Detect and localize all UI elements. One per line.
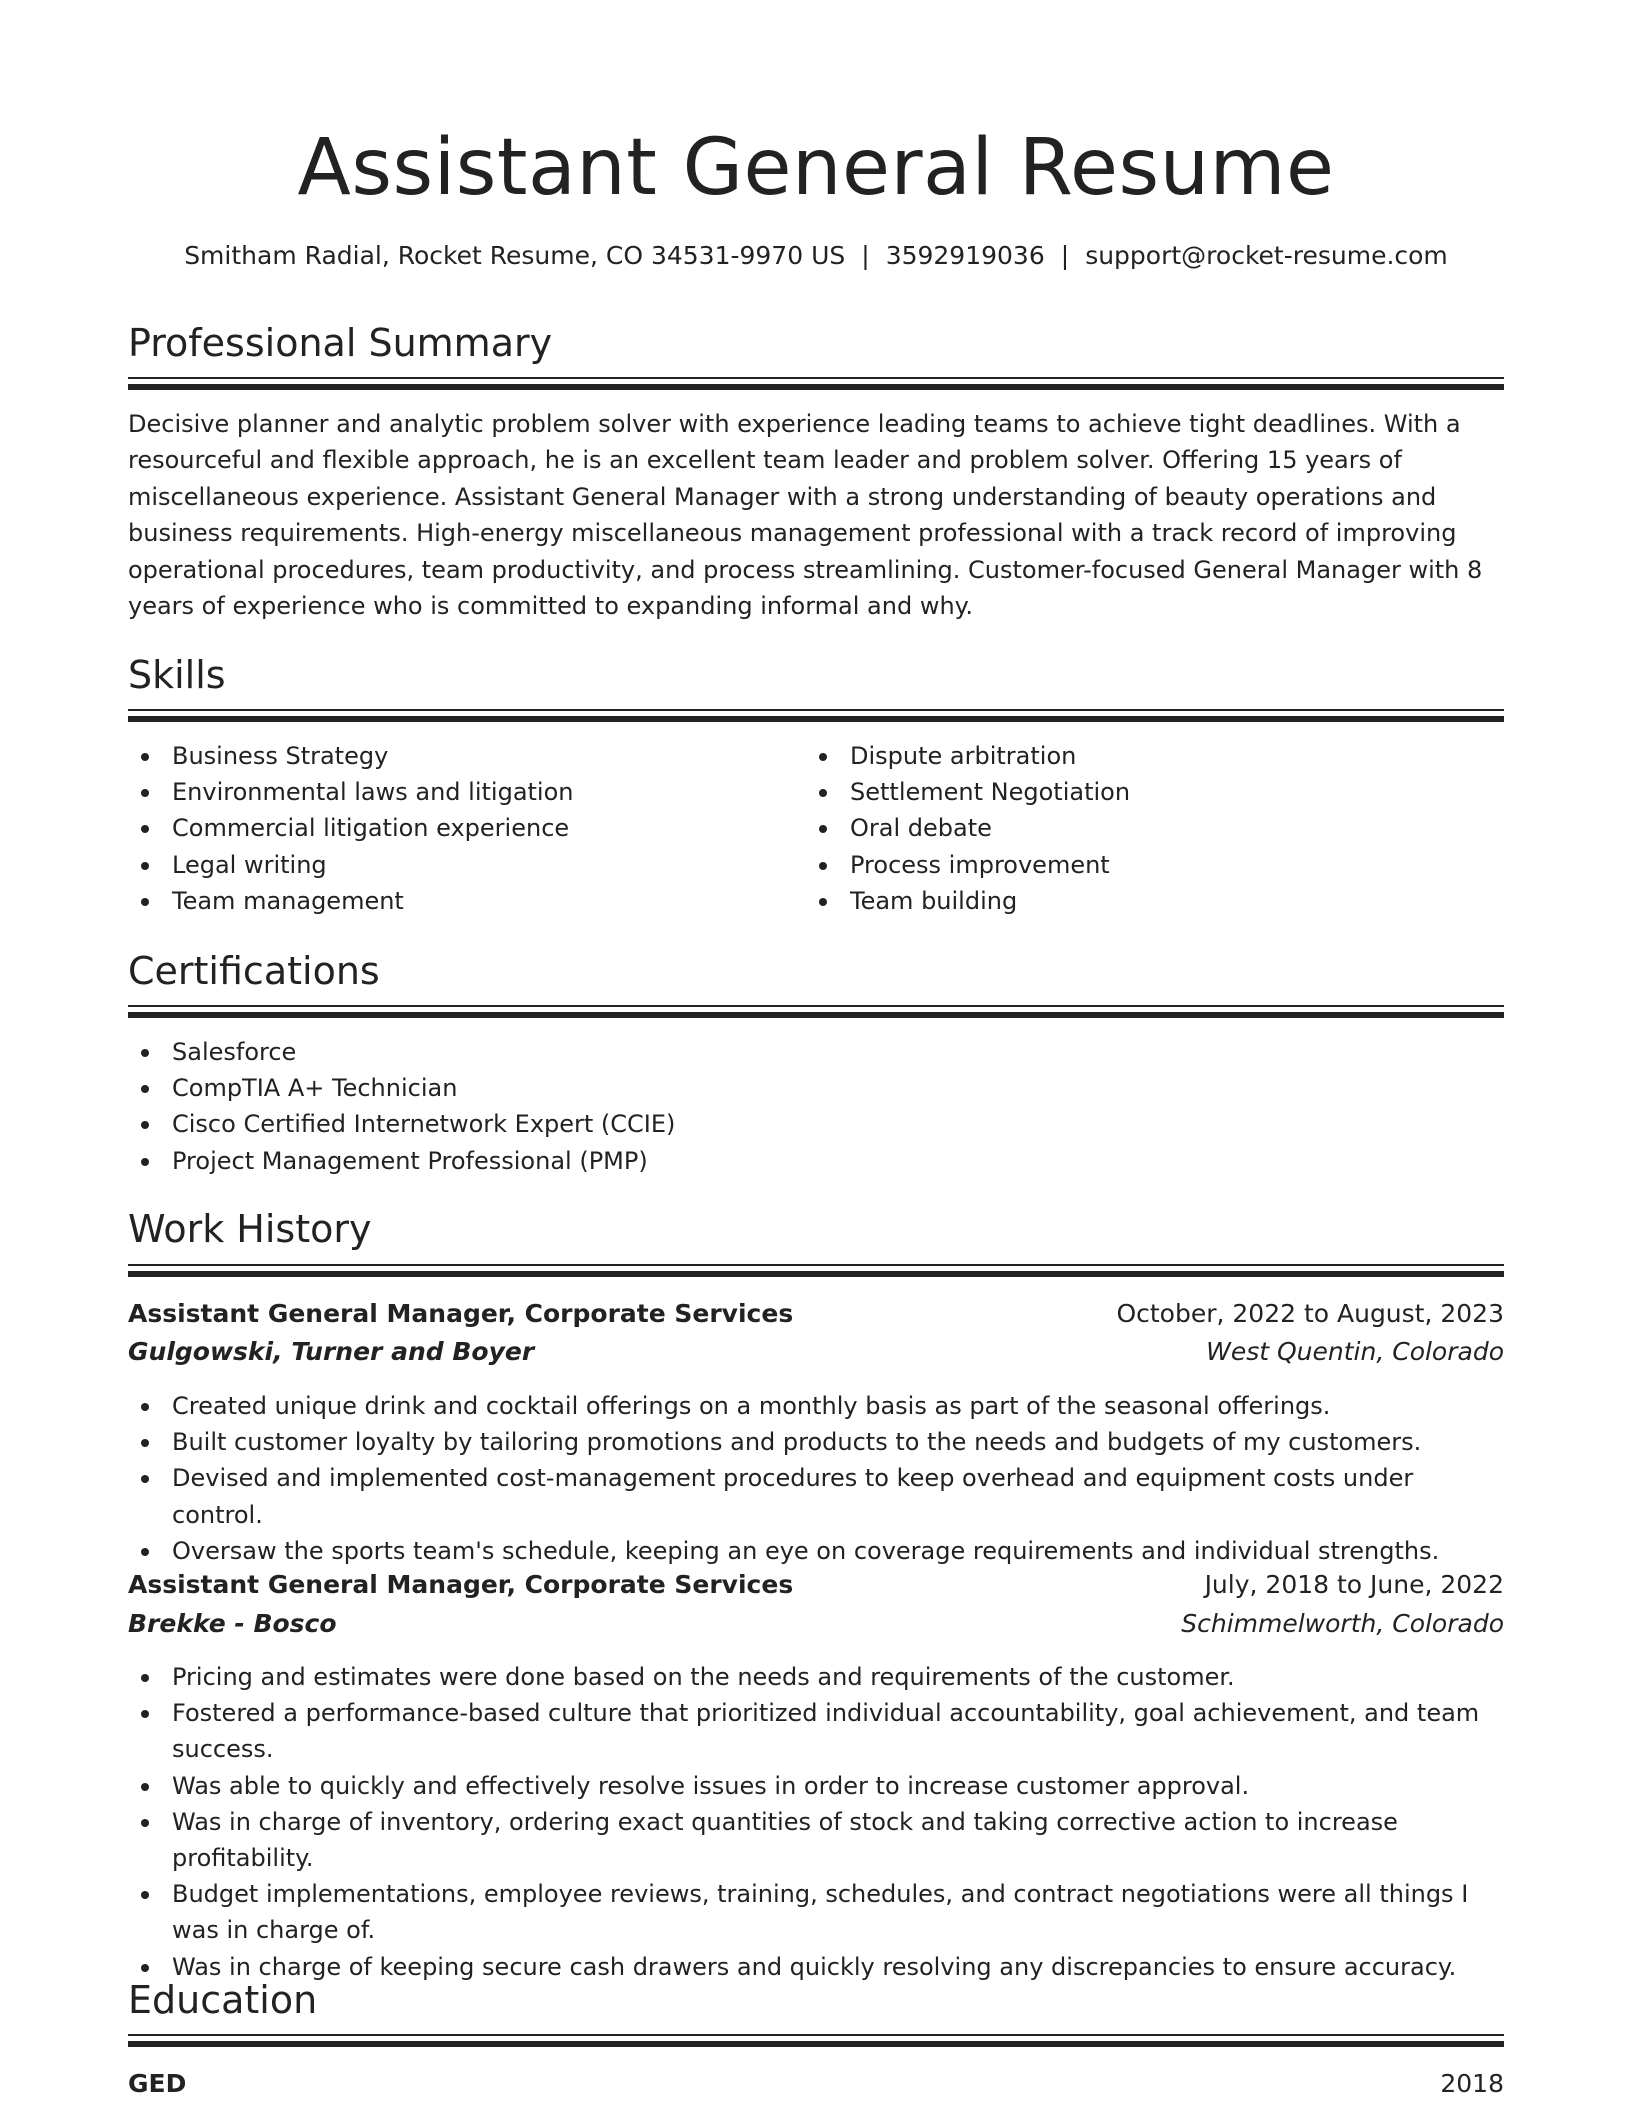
job-company-row (128, 1334, 1504, 1370)
skill-item: Process improvement (806, 847, 1466, 883)
skill-item: Oral debate (806, 810, 1466, 846)
resume-name: Assistant General Resume (297, 123, 1335, 213)
job-bullet: Oversaw the sports team's schedule, keeping an eye on coverage requirements and individual strengths. (128, 1533, 1504, 1569)
skill-item: Dispute arbitration (806, 738, 1466, 774)
certification-item: Cisco Certified Internetwork Expert (CCIE) (128, 1106, 1504, 1142)
contact-line (128, 238, 1504, 274)
skill-item: Business Strategy (128, 738, 788, 774)
job-bullet: Was in charge of keeping secure cash drawers and quickly resolving any discrepancies to ensure accuracy. (128, 1949, 1504, 1985)
summary-heading: Professional Summary (128, 321, 553, 365)
certifications-heading: Certifications (128, 949, 380, 993)
job-bullet: Devised and implemented cost-management procedures to keep overhead and equipment costs under control. (128, 1460, 1504, 1532)
job-dates: October, 2022 to August, 2023 (1116, 1299, 1504, 1328)
section-divider (128, 2034, 1504, 2047)
section-divider (128, 709, 1504, 722)
contact-email: support@rocket-resume.com (1085, 241, 1448, 270)
skill-item: Team building (806, 883, 1466, 919)
job-title: Assistant General Manager, Corporate Services (128, 1299, 794, 1328)
skill-item: Commercial litigation experience (128, 810, 788, 846)
education-heading: Education (128, 1978, 318, 2022)
contact-separator: | (861, 241, 870, 270)
job-company: Gulgowski, Turner and Boyer (128, 1337, 535, 1366)
certifications-list (128, 1034, 1504, 1179)
certification-item: CompTIA A+ Technician (128, 1070, 1504, 1106)
job-bullet: Pricing and estimates were done based on the needs and requirements of the customer. (128, 1659, 1504, 1695)
section-divider (128, 1264, 1504, 1277)
section-divider (128, 1005, 1504, 1018)
job-bullet: Was able to quickly and effectively resolve issues in order to increase customer approval. (128, 1768, 1504, 1804)
certification-item: Project Management Professional (PMP) (128, 1143, 1504, 1179)
contact-phone: 3592919036 (885, 241, 1045, 270)
job-bullet: Was in charge of inventory, ordering exact quantities of stock and taking corrective action to increase profitability. (128, 1804, 1504, 1876)
job-dates: July, 2018 to June, 2022 (1204, 1570, 1504, 1599)
skill-item: Settlement Negotiation (806, 774, 1466, 810)
work-history-heading: Work History (128, 1207, 372, 1251)
summary-text: Decisive planner and analytic problem solver with experience leading teams to achieve tight deadlines. With a resourceful and flexible approach, he is an excellent team leader and problem solver. Offering 15 years of miscellaneous experience. Assistant General Manager with a strong understanding of beauty operations and business requirements. High-energy miscellaneous management professional with a track record of improving operational procedures, team productivity, and process streamlining. Customer-focused General Manager with 8 years of experience who is committed to expanding informal and why. (128, 410, 1483, 621)
job-company: Brekke - Bosco (128, 1609, 337, 1638)
contact-address: Smitham Radial, Rocket Resume, CO 34531-9970 US (184, 241, 846, 270)
job-bullet: Budget implementations, employee reviews, training, schedules, and contract negotiations were all things I was in charge of. (128, 1876, 1504, 1948)
skill-item: Environmental laws and litigation (128, 774, 788, 810)
skills-list-right (806, 738, 1466, 919)
job-company-row (128, 1606, 1504, 1642)
job-title: Assistant General Manager, Corporate Services (128, 1570, 794, 1599)
education-row (128, 2066, 1504, 2102)
job-bullet: Built customer loyalty by tailoring promotions and products to the needs and budgets of my customers. (128, 1424, 1504, 1460)
job-location: Schimmelworth, Colorado (1181, 1609, 1504, 1638)
job-bullets (128, 1659, 1504, 1985)
skill-item: Team management (128, 883, 788, 919)
job-header-row (128, 1296, 1504, 1332)
education-degree: GED (128, 2069, 187, 2098)
skills-heading: Skills (128, 653, 226, 697)
skill-item: Legal writing (128, 847, 788, 883)
skills-list-left (128, 738, 788, 919)
job-header-row (128, 1567, 1504, 1603)
certification-item: Salesforce (128, 1034, 1504, 1070)
job-bullet: Fostered a performance-based culture that prioritized individual accountability, goal achievement, and team success. (128, 1695, 1504, 1767)
job-location: West Quentin, Colorado (1206, 1337, 1504, 1366)
section-divider (128, 377, 1504, 390)
contact-separator: | (1060, 241, 1070, 270)
job-bullet: Created unique drink and cocktail offerings on a monthly basis as part of the seasonal offerings. (128, 1388, 1504, 1424)
job-bullets (128, 1388, 1504, 1569)
education-year: 2018 (1440, 2069, 1504, 2098)
